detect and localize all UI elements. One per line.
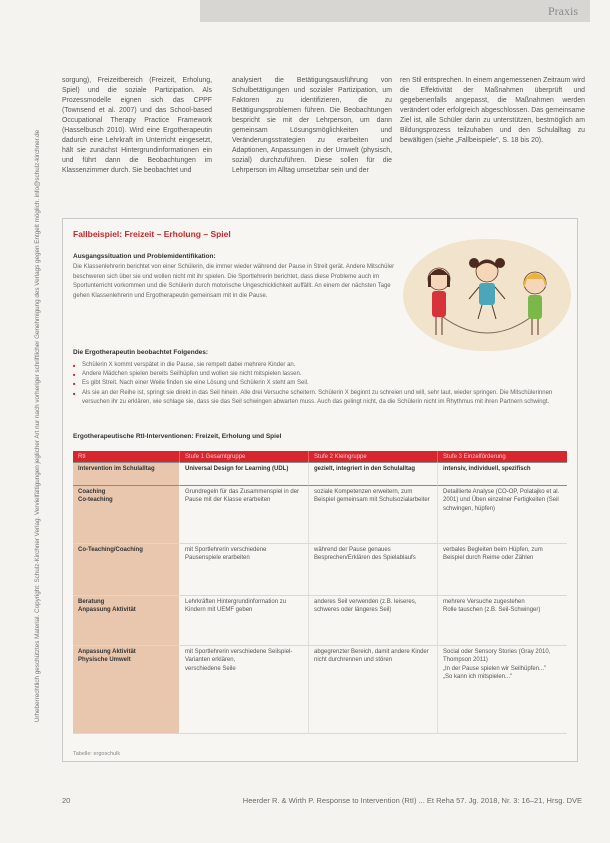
table-subheader-cell: gezielt, integriert in den Schulalltag [309,462,438,486]
table-source: Tabelle: ergoschulk [73,751,121,757]
section-tag [200,0,590,22]
table-row [73,596,567,646]
table-cell: Co-Teaching/Coaching [73,544,180,596]
table-subheader-row [73,462,567,486]
rti-intervention-table [73,451,567,734]
intro-column-3-text: ren Stil entsprechen. In einem angemessenen Zeitraum wird die Effektivität der Maßnahmen überprüft und gegebenenfalls angepasst, die Maßnahmen werden verändert oder erfolgreich abgeschlossen. Das gemeinsame Ziel ist, alle Schüler darin zu unterstützen, bestmöglich am Bildungsprozess teilzuhaben und den Schulalltag zu bewältigen (siehe „Fallbeispiele", S. 18 bis 20). [400,77,585,144]
table-row [73,646,567,734]
section-tag-text: Praxis [548,4,578,18]
table-header-cell: RtI [73,451,180,462]
intro-column-1-text: sorgung), Freizeitbereich (Freizeit, Erholung, Spiel) und die soziale Partizipation. Als Prozessmodelle eignen sich das CPPF (Townsend et al. 2007) und das School-based Occupational Therapy Practice Framework (Hasselbusch 2010). Wird eine Ergotherapeutin dadurch eine Lehrkraft im Unterricht eingesetzt, hält sie zunächst Hintergrundinformationen ein und führt dann die Beobachtungen im Klassenzimmer durch. Sie beobachtet und [62,77,212,174]
table-cell: mit Sportlehrerin verschiedene Pausenspiele erarbeiten [180,544,309,596]
observation-item: ■ Es gibt Streit. Nach einer Weile finden sie eine Lösung und Schülerin X steht am Seil. [73,379,573,388]
table-header-row [73,451,567,462]
table-subheader-cell: Intervention im Schulalltag [73,462,180,486]
page-footer [62,796,582,805]
table-cell: soziale Kompetenzen erweitern, zum Beispiel gemeinsam mit Schulsozialarbeiter [309,486,438,544]
table-header-cell: Stufe 3 Einzelförderung [438,451,567,462]
observation-list [73,361,573,407]
case-study-box [62,218,578,762]
intro-column-3 [400,76,585,146]
table-cell: mit Sportlehrerin verschiedene Seilspiel-Varianten erklären, verschiedene Seile [180,646,309,734]
children-jumping-rope-illustration [403,239,571,351]
table-cell: Lehrkräften Hintergrundinformation zu Kindern mit UEMF geben [180,596,309,646]
observation-item: ■ Schülerin X kommt verspätet in die Pause, sie rempelt dabei mehrere Kinder an. [73,361,573,370]
table-cell: während der Pause genaues Besprechen/Erklären des Spielablaufs [309,544,438,596]
observation-item: ■ Andere Mädchen spielen bereits Seilhüpfen und wollen sie nicht mitspielen lassen. [73,370,573,379]
table-cell: Anpassung Aktivität Physische Umwelt [73,646,180,734]
intro-column-2 [232,76,392,176]
intervention-table-title: Ergotherapeutische RtI-Interventionen: Freizeit, Erholung und Spiel [73,433,282,440]
initial-situation-text: Die Klassenlehrerin berichtet von einer Schülerin, die immer wieder während der Pause in Streit gerät. Andere Mitschüler beschweren sich über sie und wollen nicht mit ihr spielen. Die Sportlehrerin berichtet, dass diese Probleme auch im Sportunterricht vorkommen und die Schülerin durch motorische Ungeschicklichkeit auffällt. An einem der nächsten Tage gehen Klassenlehrerin und Ergotherapeutin gemeinsam mit in die Pause. [73,264,395,299]
table-cell: Social oder Sensory Stories (Gray 2010, Thompson 2011) „In der Pause spielen wir Seilhüpfen..." „So kann ich mitspielen..." [438,646,567,734]
table-row [73,486,567,544]
table-cell: Beratung Anpassung Aktivität [73,596,180,646]
table-header-cell: Stufe 2 Kleingruppe [309,451,438,462]
page-number: 20 [62,796,71,805]
table-cell: Detaillierte Analyse (CO-OP, Polatajko et al. 2001) und Üben einzelner Fertigkeiten (Seil schwingen, hüpfen) [438,486,567,544]
intro-column-2-text: analysiert die Betätigungsausführung von Schulbetätigungen und sozialer Partizipation, um Faktoren zu identifizieren, die zu Betätigungsproblemen führen. Die Beobachtungen bespricht sie mit der Lehrperson, um dann gemeinsam Lösungsmöglichkeiten und Veränderungsstrategien zu erarbeiten und Adaptionen, Anpassungen in der Umwelt (physisch, sozial) durchzuführen. Diese sollen für die Lehrperson im Alltag umsetzbar sein und der [232,77,392,174]
table-subheader-cell: Universal Design for Learning (UDL) [180,462,309,486]
table-cell: verbales Begleiten beim Hüpfen, zum Beispiel durch Reime oder Zählen [438,544,567,596]
citation: Heerder R. & Wirth P. Response to Intervention (RtI) ... Et Reha 57. Jg. 2018, Nr. 3: 16–21, Hrsg. DVE [242,796,582,805]
observation-item: ■ Als sie an der Reihe ist, springt sie direkt in das Seil hinein. Alle drei Versuche scheitern. Schülerin X beginnt zu schreien und will, sehr laut, wieder springen. Die Mitschülerinnen versuchen ihr zu erklären, wie schlage sie, dass sie das Seil schwingen abwarten muss. Auch das gelingt nicht, da die Schülerin nicht im Rhythmus mit ihren Partnern schwingt. [73,389,573,407]
table-cell: anderes Seil verwenden (z.B. leiseres, schweres oder längeres Seil) [309,596,438,646]
table-cell: Coaching Co-teaching [73,486,180,544]
table-cell: Grundregeln für das Zusammenspiel in der Pause mit der Klasse erarbeiten [180,486,309,544]
observation-heading: Die Ergotherapeutin beobachtet Folgendes: [73,349,209,356]
table-cell: abgegrenzter Bereich, damit andere Kinder nicht durchrennen und stören [309,646,438,734]
copyright-side-note: Urheberrechtlich geschütztes Material. Copyright: Schulz-Kirchner Verlag. Vervielfältigungen jeglicher Art nur nach vorheriger schriftlicher Genehmigung des Verlags gegen Entgelt möglich. info@schulz-kirchner.de [34,129,41,723]
initial-situation-heading: Ausgangssituation und Problemidentifikation: [73,253,216,260]
table-header-cell: Stufe 1 Gesamtgruppe [180,451,309,462]
illustration-svg [403,239,571,351]
table-cell: mehrere Versuche zugestehen Rolle tauschen (z.B. Seil-Schwinger) [438,596,567,646]
table-row [73,544,567,596]
intro-column-1 [62,76,212,176]
case-study-title: Fallbeispiel: Freizeit – Erholung – Spiel [73,229,231,239]
table-subheader-cell: intensiv, individuell, spezifisch [438,462,567,486]
